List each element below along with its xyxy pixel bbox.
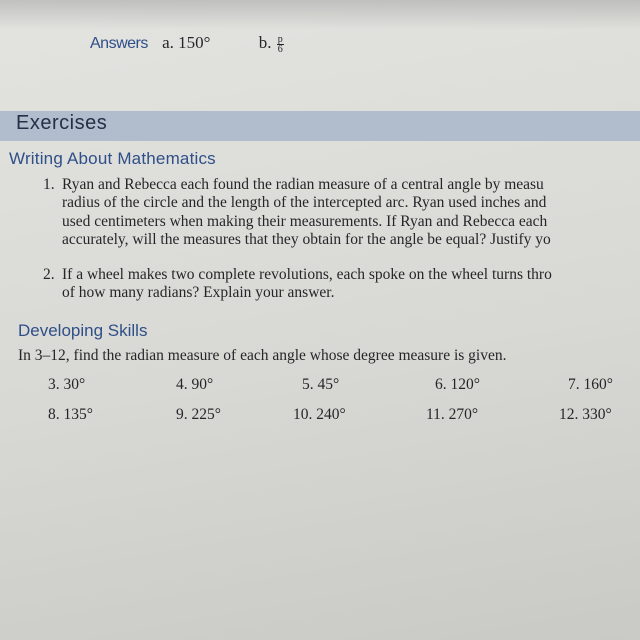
exercise-item-1	[43, 176, 551, 249]
exercise-line: accurately, will the measures that they obtain for the angle be equal? Justify yo	[62, 230, 551, 248]
exercise-item-2	[43, 266, 552, 303]
exercise-line: used centimeters when making their measurements. If Ryan and Rebecca each	[62, 212, 548, 230]
problem-4: 4. 90°	[176, 376, 214, 393]
problem-8: 8. 135°	[48, 406, 93, 423]
answers-label: Answers	[90, 35, 148, 52]
answers-line	[90, 33, 284, 54]
answer-b-fraction	[277, 35, 284, 54]
answer-b-denominator: 6	[277, 43, 283, 55]
problem-10: 10. 240°	[293, 406, 346, 423]
exercise-line: Ryan and Rebecca each found the radian measure of a central angle by measu	[62, 176, 544, 193]
exercise-number: 1.	[43, 176, 55, 193]
page-shadow	[0, 0, 640, 30]
answer-b-prefix: b.	[258, 33, 272, 52]
answer-b-numerator: p	[277, 33, 283, 45]
problem-12: 12. 330°	[559, 406, 612, 423]
writing-heading: Writing About Mathematics	[9, 149, 216, 168]
problem-7: 7. 160°	[568, 376, 613, 393]
exercise-line: If a wheel makes two complete revolutions, each spoke on the wheel turns thro	[62, 266, 552, 283]
exercise-number: 2.	[43, 266, 55, 283]
problem-11: 11. 270°	[426, 406, 479, 423]
problem-6: 6. 120°	[435, 376, 480, 393]
exercise-line: radius of the circle and the length of the intercepted arc. Ryan used inches and	[62, 194, 547, 212]
exercises-title: Exercises	[16, 112, 108, 134]
problem-5: 5. 45°	[302, 376, 340, 393]
developing-intro: In 3–12, find the radian measure of each angle whose degree measure is given.	[18, 347, 507, 364]
problem-3: 3. 30°	[48, 376, 86, 393]
developing-heading: Developing Skills	[18, 321, 148, 340]
exercise-line: of how many radians? Explain your answer.	[62, 284, 335, 302]
problem-9: 9. 225°	[176, 406, 221, 423]
answer-a: a. 150°	[162, 33, 211, 52]
